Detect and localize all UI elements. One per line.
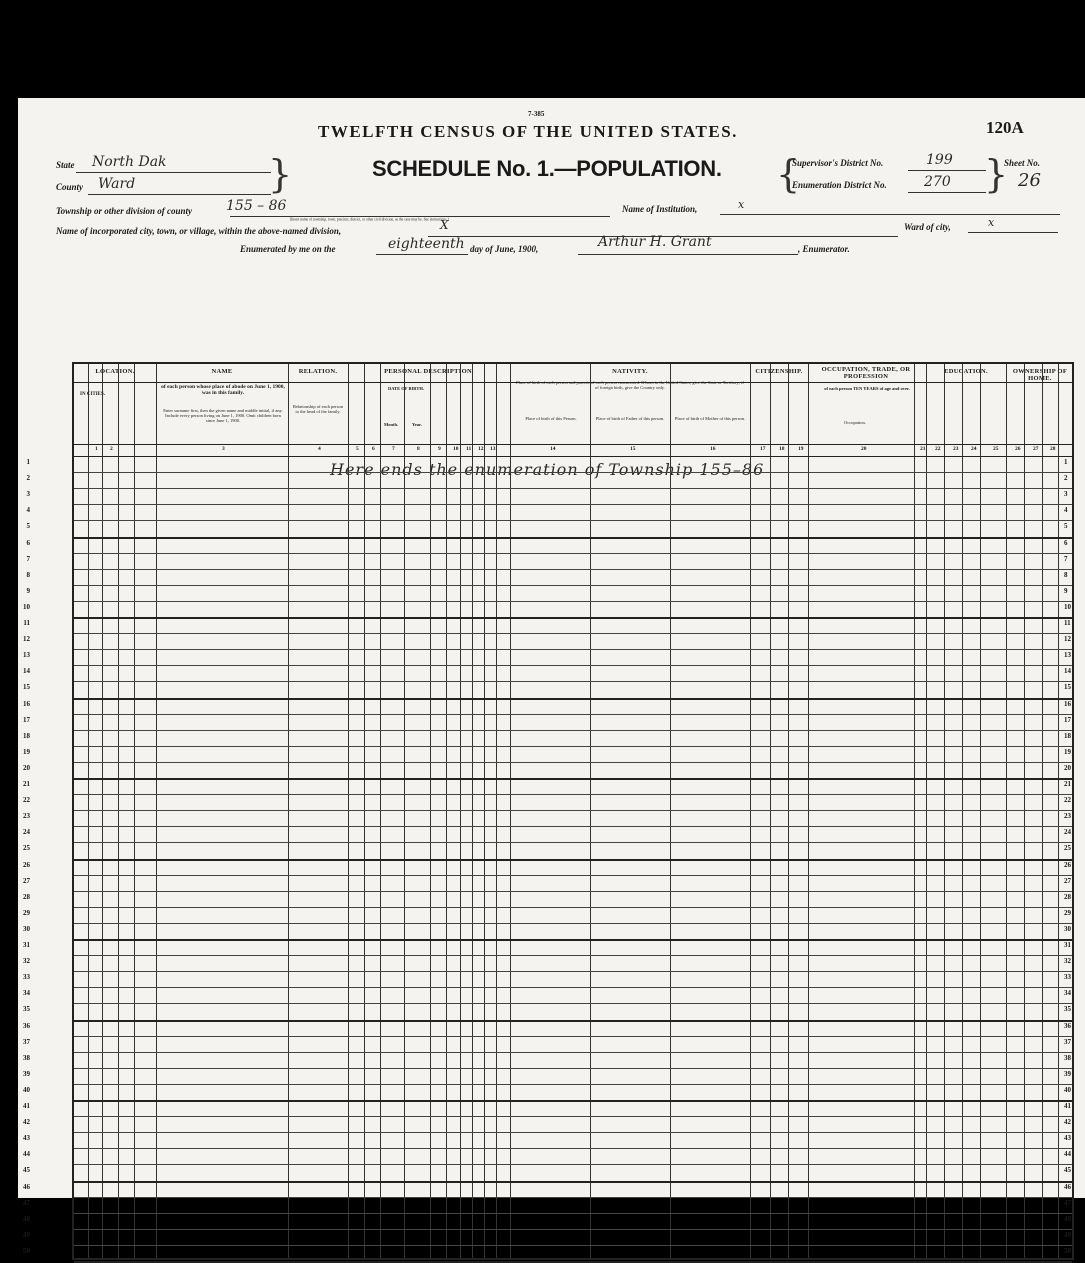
institution-label: Name of Institution, <box>622 204 698 214</box>
row-number: 6 <box>1064 538 1068 547</box>
row-number: 40 <box>23 1085 30 1094</box>
column-number: 26 <box>1015 446 1021 452</box>
incorporated-label: Name of incorporated city, town, or village, within the above-named division, <box>56 226 342 236</box>
column-number: 13 <box>490 446 496 452</box>
enumerated-day: eighteenth <box>388 236 465 252</box>
row-number: 47 <box>23 1198 30 1207</box>
row-number: 1 <box>1064 458 1068 466</box>
row-number: 20 <box>23 763 30 772</box>
row-divider <box>74 794 1072 795</box>
row-divider <box>74 1020 1072 1022</box>
row-divider <box>74 1100 1072 1102</box>
row-divider <box>74 971 1072 972</box>
row-number: 7 <box>1064 554 1068 563</box>
row-divider <box>74 859 1072 861</box>
row-number: 13 <box>23 651 30 660</box>
nativity-desc: Place of birth of each person and parents of each person enumerated. If born in the United States, give the State or Territory; if of foreign birth, give the Country only. <box>516 380 744 390</box>
column-number: 12 <box>478 446 484 452</box>
row-number: 27 <box>1064 876 1071 885</box>
row-number: 6 <box>26 538 30 547</box>
row1-entry: Here ends the enumeration of Township 155–86 <box>330 460 765 479</box>
row-number: 17 <box>23 715 30 724</box>
row-number: 16 <box>1064 699 1071 708</box>
row-number: 9 <box>26 586 30 595</box>
column-number: 5 <box>356 446 359 452</box>
column-number: 20 <box>861 446 867 452</box>
row-divider <box>74 746 1072 747</box>
row-divider <box>74 1148 1072 1149</box>
state-label: State <box>56 160 75 170</box>
sheet-value: 26 <box>1018 170 1041 191</box>
row-number: 38 <box>23 1053 30 1062</box>
row-number: 33 <box>23 973 30 982</box>
row-number: 25 <box>1064 844 1071 853</box>
row-number: 36 <box>1064 1021 1071 1030</box>
row-number: 2 <box>26 474 30 483</box>
row-divider <box>74 1229 1072 1230</box>
column-number: 21 <box>920 446 926 452</box>
row-number: 4 <box>1064 506 1068 515</box>
row-number: 32 <box>1064 957 1071 966</box>
row-number: 8 <box>1064 570 1068 579</box>
row-divider <box>74 875 1072 876</box>
row-divider <box>74 1181 1072 1183</box>
nativity-mother: Place of birth of Mother of this person. <box>674 416 746 421</box>
form-code: 7-385 <box>528 110 545 118</box>
row-number: 39 <box>1064 1069 1071 1078</box>
row-number: 5 <box>26 522 30 531</box>
row-number: 28 <box>1064 892 1071 901</box>
row-number: 40 <box>1064 1085 1071 1094</box>
relation-desc: Relationship of each person to the head of the family. <box>292 404 344 414</box>
row-divider <box>74 891 1072 892</box>
column-number: 16 <box>710 446 716 452</box>
row-number: 26 <box>1064 860 1071 869</box>
right-brace-close: } <box>984 152 1009 196</box>
schedule-title: SCHEDULE No. 1.—POPULATION. <box>372 156 722 181</box>
column-number: 19 <box>798 446 804 452</box>
column-number: 8 <box>417 446 420 452</box>
township-note: [Insert name of township, town, precinct, district, or other civil division, as the case may be. See instructions.] <box>290 217 449 222</box>
row-divider <box>74 585 1072 586</box>
row-divider <box>74 1036 1072 1037</box>
date-of-birth: DATE OF BIRTH. <box>388 386 424 391</box>
row-number: 38 <box>1064 1053 1071 1062</box>
enumerated-prefix: Enumerated by me on the <box>240 244 336 254</box>
row-divider <box>74 842 1072 843</box>
row-divider <box>74 826 1072 827</box>
row-number: 21 <box>1064 780 1071 788</box>
row-number: 11 <box>23 619 30 627</box>
row-number: 22 <box>23 796 30 805</box>
row-number: 23 <box>23 812 30 821</box>
row-number: 10 <box>23 602 30 611</box>
row-number: 48 <box>23 1214 30 1223</box>
column-number: 24 <box>971 446 977 452</box>
row-number: 44 <box>1064 1150 1071 1159</box>
row-number: 48 <box>1064 1214 1071 1223</box>
row-divider <box>74 698 1072 700</box>
row-number: 29 <box>23 908 30 917</box>
incorporated-value: X <box>440 218 449 232</box>
enumeration-label: Enumeration District No. <box>792 180 887 190</box>
row-number: 39 <box>23 1069 30 1078</box>
row-number: 49 <box>1064 1230 1071 1239</box>
row-number: 41 <box>1064 1102 1071 1110</box>
row-number: 34 <box>23 989 30 998</box>
row-number: 19 <box>23 747 30 756</box>
row-number: 24 <box>23 828 30 837</box>
row-number: 25 <box>23 844 30 853</box>
row-divider <box>74 520 1072 521</box>
column-number: 18 <box>779 446 785 452</box>
row-divider <box>74 649 1072 650</box>
county-label: County <box>56 182 84 192</box>
row-divider <box>74 1213 1072 1214</box>
header-divider <box>74 382 1072 383</box>
row-divider <box>74 923 1072 924</box>
row-number: 43 <box>23 1134 30 1143</box>
row-divider <box>74 633 1072 634</box>
header-education: EDUCATION. <box>944 368 988 375</box>
ward-value: x <box>988 216 995 229</box>
population-table <box>72 362 1074 1260</box>
left-brace: } <box>268 152 293 196</box>
row-number: 47 <box>1064 1198 1071 1207</box>
row-number: 15 <box>1064 683 1071 692</box>
row-divider <box>74 1003 1072 1004</box>
column-number: 22 <box>935 446 941 452</box>
row-number: 35 <box>23 1005 30 1014</box>
census-title: TWELFTH CENSUS OF THE UNITED STATES. <box>318 122 738 141</box>
row-divider <box>74 537 1072 539</box>
ward-label: Ward of city, <box>904 222 951 232</box>
row-divider <box>74 601 1072 602</box>
header-divider <box>74 456 1072 457</box>
row-number: 3 <box>26 490 30 499</box>
row-number: 32 <box>23 957 30 966</box>
sheet-label: Sheet No. <box>1004 158 1040 168</box>
column-number: 6 <box>372 446 375 452</box>
column-number: 14 <box>550 446 556 452</box>
row-number: 31 <box>23 941 30 949</box>
header-location: LOCATION. <box>95 368 135 375</box>
name-note: Enter surname first, then the given name and middle initial, if any. Include every person living on June 1, 1900. Omit children born since June 1, 1900. <box>163 408 283 423</box>
column-number: 23 <box>953 446 959 452</box>
row-number: 9 <box>1064 586 1068 595</box>
row-divider <box>74 762 1072 763</box>
row-number: 4 <box>26 506 30 515</box>
column-number: 7 <box>392 446 395 452</box>
row-number: 50 <box>23 1246 30 1255</box>
supervisor-label: Supervisor's District No. <box>792 158 884 168</box>
row-divider <box>74 939 1072 941</box>
township-label: Township or other division of county <box>56 206 192 216</box>
column-number: 4 <box>318 446 321 452</box>
column-number: 10 <box>453 446 459 452</box>
nativity-father: Place of birth of Father of this person. <box>595 416 665 421</box>
row-divider <box>74 553 1072 554</box>
enumerator-name: Arthur H. Grant <box>598 234 712 250</box>
header-divider <box>74 444 1072 445</box>
row-divider <box>74 1068 1072 1069</box>
row-divider <box>74 1164 1072 1165</box>
occupation-col: Occupation. <box>844 420 866 425</box>
row-divider <box>74 1245 1072 1246</box>
row-number: 11 <box>1064 619 1071 627</box>
row-number: 14 <box>23 667 30 676</box>
row-divider <box>74 569 1072 570</box>
column-number: 15 <box>630 446 636 452</box>
row-number: 24 <box>1064 828 1071 837</box>
row-number: 14 <box>1064 667 1071 676</box>
row-divider <box>74 778 1072 780</box>
column-number: 25 <box>993 446 999 452</box>
row-number: 35 <box>1064 1005 1071 1014</box>
row-number: 1 <box>26 458 30 466</box>
page-number: 120A <box>986 118 1024 137</box>
row-number: 31 <box>1064 941 1071 949</box>
header-citizenship: CITIZENSHIP. <box>755 368 803 375</box>
occupation-desc: of each person TEN YEARS of age and over. <box>824 386 910 391</box>
row-number: 5 <box>1064 522 1068 531</box>
year-label: Year. <box>412 422 422 427</box>
row-divider <box>74 810 1072 811</box>
row-divider <box>74 617 1072 619</box>
row-number: 13 <box>1064 651 1071 660</box>
row-number: 36 <box>23 1021 30 1030</box>
row-number: 15 <box>23 683 30 692</box>
row-divider <box>74 1116 1072 1117</box>
row-number: 46 <box>1064 1182 1071 1191</box>
row-divider <box>74 907 1072 908</box>
row-number: 42 <box>1064 1118 1071 1127</box>
row-number: 19 <box>1064 747 1071 756</box>
column-number: 2 <box>110 446 113 452</box>
row-number: 3 <box>1064 490 1068 499</box>
row-divider <box>74 665 1072 666</box>
header-relation: RELATION. <box>298 368 338 375</box>
row-divider <box>74 1052 1072 1053</box>
row-divider <box>74 714 1072 715</box>
row-number: 12 <box>23 635 30 644</box>
census-sheet <box>18 98 1085 1255</box>
row-number: 21 <box>23 780 30 788</box>
row-number: 34 <box>1064 989 1071 998</box>
row-number: 18 <box>23 731 30 740</box>
right-brace-open: { <box>776 152 801 196</box>
institution-value: x <box>738 198 745 211</box>
column-number: 28 <box>1050 446 1056 452</box>
row-divider <box>74 1084 1072 1085</box>
row-number: 42 <box>23 1118 30 1127</box>
column-number: 3 <box>222 446 225 452</box>
row-number: 29 <box>1064 908 1071 917</box>
column-number: 11 <box>466 446 472 452</box>
row-number: 12 <box>1064 635 1071 644</box>
row-number: 18 <box>1064 731 1071 740</box>
row-divider <box>74 472 1072 473</box>
row-number: 22 <box>1064 796 1071 805</box>
column-number: 27 <box>1033 446 1039 452</box>
row-number: 43 <box>1064 1134 1071 1143</box>
enumerated-suffix: day of June, 1900, <box>470 244 539 254</box>
header-ownership: OWNERSHIP OF HOME. <box>1012 368 1068 382</box>
row-divider <box>74 730 1072 731</box>
row-divider <box>74 1132 1072 1133</box>
row-number: 23 <box>1064 812 1071 821</box>
row-number: 49 <box>23 1230 30 1239</box>
row-number: 10 <box>1064 602 1071 611</box>
column-number: 9 <box>438 446 441 452</box>
header-nativity: NATIVITY. <box>612 368 648 375</box>
supervisor-value: 199 <box>926 152 953 168</box>
row-number: 45 <box>23 1166 30 1175</box>
row-number: 17 <box>1064 715 1071 724</box>
state-value: North Dak <box>92 154 167 170</box>
row-divider <box>74 987 1072 988</box>
row-divider <box>74 681 1072 682</box>
row-number: 2 <box>1064 474 1068 483</box>
column-number: 1 <box>95 446 98 452</box>
row-number: 30 <box>1064 924 1071 933</box>
row-number: 26 <box>23 860 30 869</box>
nativity-person: Place of birth of this Person. <box>525 416 577 421</box>
row-number: 50 <box>1064 1246 1071 1255</box>
county-value: Ward <box>98 176 136 192</box>
header-personal-description: PERSONAL DESCRIPTION. <box>384 368 474 375</box>
column-number: 17 <box>760 446 766 452</box>
row-number: 20 <box>1064 763 1071 772</box>
header-occupation: OCCUPATION, TRADE, OR PROFESSION <box>821 366 911 380</box>
header-name: NAME <box>211 368 233 375</box>
row-number: 7 <box>26 554 30 563</box>
township-value: 155 – 86 <box>226 198 287 214</box>
month-label: Month. <box>384 422 399 427</box>
row-number: 27 <box>23 876 30 885</box>
name-desc: of each person whose place of abode on June 1, 1900, was in this family. <box>161 384 285 396</box>
row-divider <box>74 1197 1072 1198</box>
location-sub: IN CITIES. <box>80 392 106 397</box>
row-number: 16 <box>23 699 30 708</box>
row-number: 37 <box>1064 1037 1071 1046</box>
row-divider <box>74 488 1072 489</box>
row-divider <box>74 955 1072 956</box>
enumeration-value: 270 <box>924 174 951 190</box>
row-number: 30 <box>23 924 30 933</box>
row-number: 46 <box>23 1182 30 1191</box>
row-number: 45 <box>1064 1166 1071 1175</box>
row-number: 44 <box>23 1150 30 1159</box>
row-number: 37 <box>23 1037 30 1046</box>
row-number: 33 <box>1064 973 1071 982</box>
row-number: 8 <box>26 570 30 579</box>
row-number: 41 <box>23 1102 30 1110</box>
row-divider <box>74 504 1072 505</box>
enumerator-label: , Enumerator. <box>798 244 850 254</box>
row-number: 28 <box>23 892 30 901</box>
